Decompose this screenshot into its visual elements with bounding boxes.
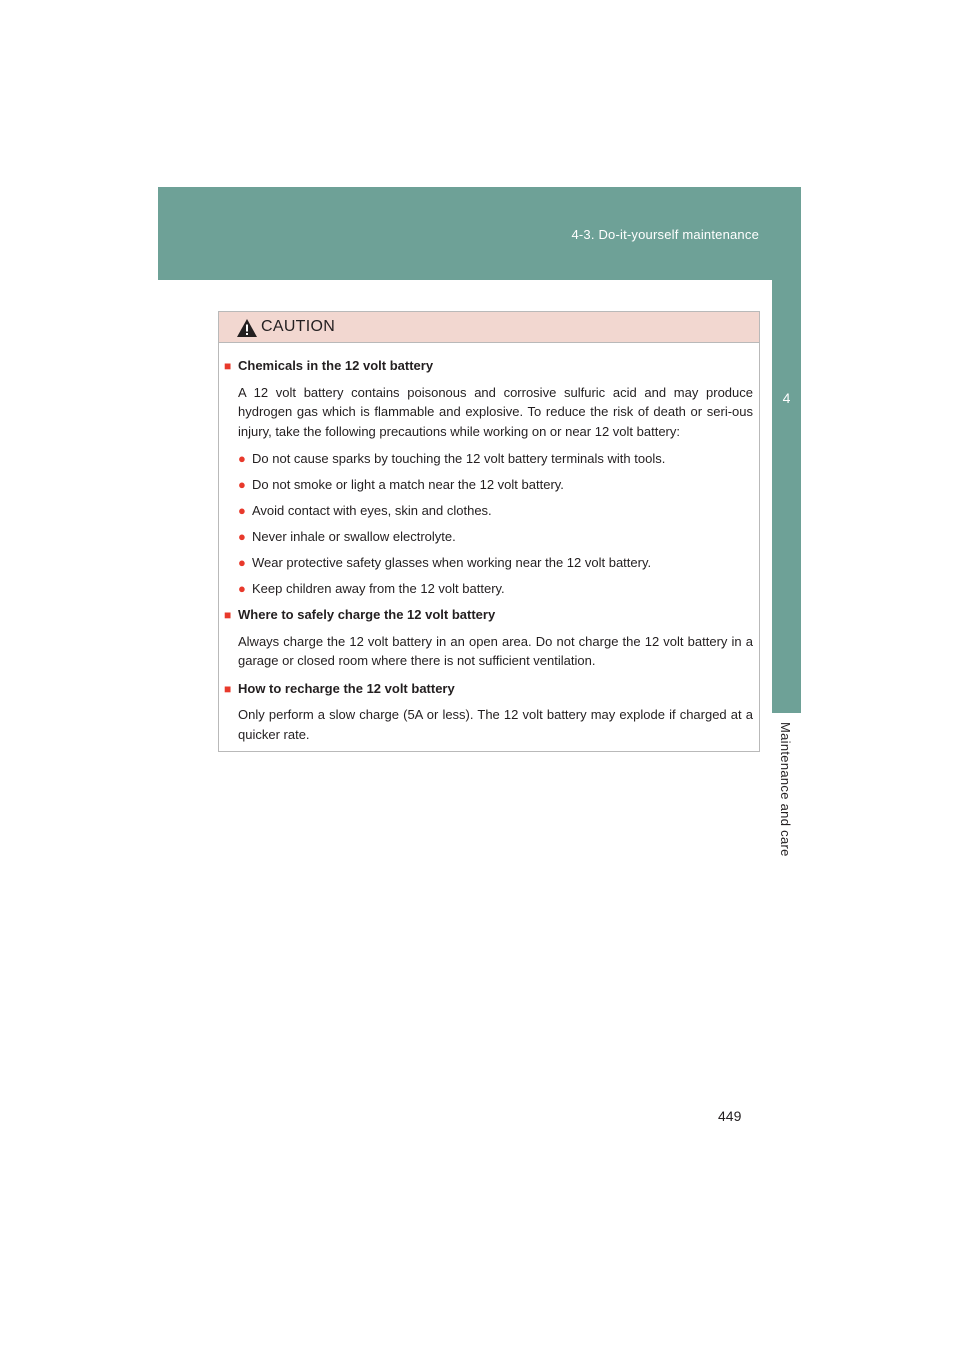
caution-content — [219, 343, 759, 744]
page-number: 449 — [718, 1108, 742, 1124]
circle-bullet-icon: ● — [238, 503, 246, 518]
square-bullet-icon: ■ — [224, 359, 232, 373]
list-item — [238, 553, 753, 573]
list-item — [238, 501, 753, 521]
square-bullet-icon: ■ — [224, 681, 232, 696]
caution-header — [219, 312, 759, 343]
section-paragraph: A 12 volt battery contains poisonous and corrosive sulfuric acid and may produce hydrogen gas which is flammable and explosive. To reduce the risk of death or seri-ous injury, take the following precautions while working on or near 12 volt battery: — [238, 384, 753, 439]
list-item-text: Do not cause sparks by touching the 12 volt battery terminals with tools. — [252, 451, 666, 466]
header-band — [158, 187, 801, 280]
circle-bullet-icon: ● — [238, 555, 246, 570]
circle-bullet-icon: ● — [238, 477, 246, 492]
circle-bullet-icon: ● — [238, 529, 246, 544]
list-item-text: Do not smoke or light a match near the 12 volt battery. — [252, 477, 564, 492]
list-item-text: Avoid contact with eyes, skin and clothes. — [252, 503, 492, 518]
section-heading — [224, 605, 753, 626]
section-title: 4-3. Do-it-yourself maintenance — [571, 227, 759, 242]
section-heading — [224, 679, 753, 700]
section-heading — [224, 356, 753, 377]
caution-title: CAUTION — [261, 318, 336, 335]
heading-text: Where to safely charge the 12 volt battery — [238, 607, 496, 622]
square-bullet-icon: ■ — [224, 608, 232, 622]
heading-text: How to recharge the 12 volt battery — [238, 680, 455, 696]
chapter-label: Maintenance and care — [778, 722, 793, 857]
list-item-text: Never inhale or swallow electrolyte. — [252, 529, 456, 544]
list-item — [238, 527, 753, 547]
heading-text: Chemicals in the 12 volt battery — [238, 358, 434, 373]
chapter-number: 4 — [782, 390, 791, 406]
caution-box — [218, 311, 760, 752]
list-item — [238, 475, 753, 495]
section-paragraph: Always charge the 12 volt battery in an open area. Do not charge the 12 volt battery in a garage or closed room where there is not sufficient ventilation. — [238, 633, 753, 668]
list-item — [238, 579, 753, 599]
circle-bullet-icon: ● — [238, 451, 246, 466]
list-item-text: Wear protective safety glasses when working near the 12 volt battery. — [252, 555, 652, 570]
section-paragraph: Only perform a slow charge (5A or less). The 12 volt battery may explode if charged at a quicker rate. — [238, 707, 753, 742]
list-item — [238, 449, 753, 469]
chapter-tab — [772, 280, 801, 713]
list-item-text: Keep children away from the 12 volt battery. — [252, 581, 505, 596]
warning-icon — [236, 318, 258, 338]
circle-bullet-icon: ● — [238, 581, 246, 596]
